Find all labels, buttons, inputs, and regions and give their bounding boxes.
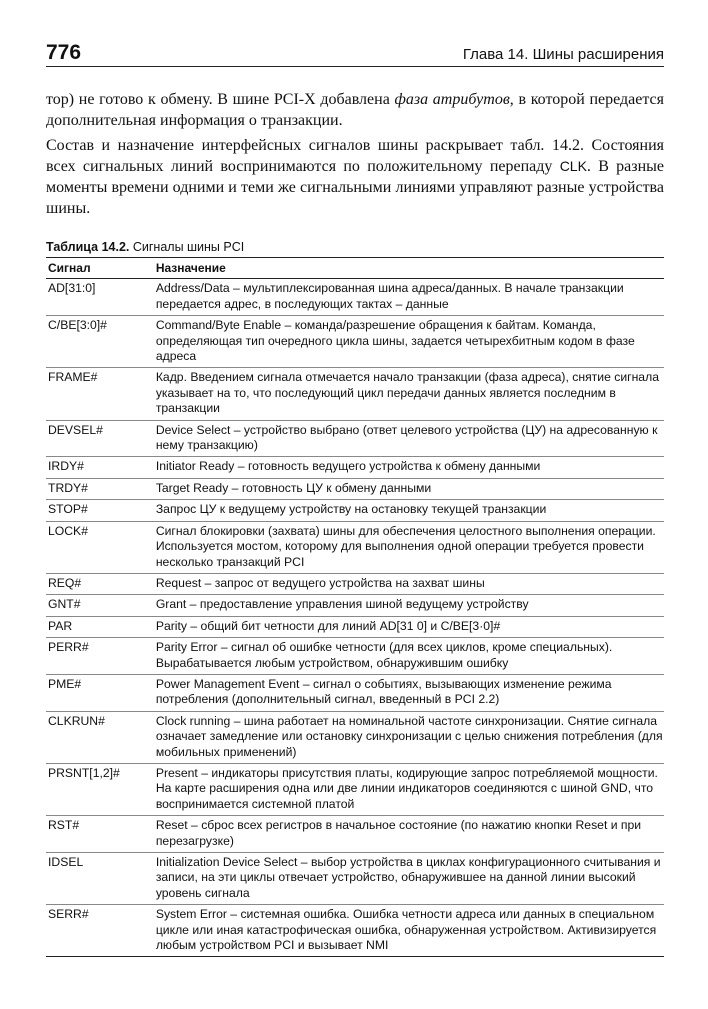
page-number: 776 (46, 41, 82, 64)
table-row (46, 853, 664, 905)
table-row (46, 638, 664, 675)
table-row (46, 316, 664, 368)
signal-description-cell: Power Management Event – сигнал о событиях, вызывающих изменение режима потребления (дополнительный сигнал, введенный в PCI 2.2) (155, 676, 612, 707)
signal-name-cell: GNT# (48, 597, 81, 612)
table-row (46, 763, 664, 815)
table-row (46, 595, 664, 616)
signal-name-cell: RST# (48, 818, 80, 833)
signal-name-cell: PME# (48, 676, 82, 691)
signal-name-cell: PERR# (48, 640, 89, 655)
table-row (46, 368, 664, 420)
signal-name-cell: STOP# (48, 502, 88, 517)
signal-name-cell: FRAME# (48, 370, 98, 385)
p2-clk-signal: CLK (559, 158, 587, 174)
signal-description-cell: Device Select – устройство выбрано (ответ целевого устройства (ЦУ) на адресованную к нему транзакцию) (155, 422, 658, 453)
signal-description-cell: Request – запрос от ведущего устройства на захват шины (155, 575, 485, 590)
table-header-row (46, 258, 664, 279)
signal-description-cell: Clock running – шина работает на номинальной частоте синхронизации. Снятие сигнала означает замедление или остановку синхронизации с целью снижения потребления (для мобильных применений) (155, 713, 663, 759)
book-page (46, 36, 664, 957)
table-caption-text: Сигналы шины PCI (129, 240, 245, 254)
table-caption-label: Таблица 14.2. (46, 240, 130, 254)
signal-description-cell: Кадр. Введением сигнала отмечается начало транзакции (фаза адреса), снятие сигнала указывает на то, что последующий цикл передачи данных является последним в транзакции (155, 370, 659, 416)
table-row (46, 616, 664, 637)
signal-name-cell: AD[31:0] (48, 281, 96, 296)
signal-name-cell: C/BE[3:0]# (48, 318, 107, 333)
paragraph-1 (46, 89, 664, 131)
signals-table (46, 257, 664, 957)
table-row (46, 674, 664, 711)
signal-description-cell: Present – индикаторы присутствия платы, кодирующие запрос потребляемой мощности. На карте расширения одна или две линии индикаторов соединяются с шиной GND, что воспринимается системной платой (155, 765, 658, 811)
signal-description-cell: Initiator Ready – готовность ведущего устройства к обмену данными (155, 459, 541, 474)
signal-name-cell: PAR (48, 618, 73, 633)
signal-description-cell: System Error – системная ошибка. Ошибка четности адреса или данных в специальном цикле или иная катастрофическая ошибка, обнаруженная устройством. Активизируется любым устройством PCI и вызывает NMI (155, 907, 657, 953)
signal-description-cell: Target Ready – готовность ЦУ к обмену данными (155, 480, 432, 495)
table-row (46, 905, 664, 957)
column-header-purpose: Назначение (155, 261, 226, 275)
signal-name-cell: LOCK# (48, 523, 88, 538)
signal-description-cell: Сигнал блокировки (захвата) шины для обеспечения целостного выполнения операции. Используется мостом, которому для выполнения одной операции требуется провести несколько транзакций PCI (155, 523, 656, 569)
table-row (46, 816, 664, 853)
table-row (46, 279, 664, 316)
signal-name-cell: TRDY# (48, 480, 88, 495)
p2-text-b: . В разные моменты времени одними и теми же сигнальными линиями управляют разные устройства шины. (46, 158, 665, 217)
signal-description-cell: Parity – общий бит четности для линий AD[31 0] и C/BE[3·0]# (155, 618, 501, 633)
signal-description-cell: Command/Byte Enable – команда/разрешение обращения к байтам. Команда, определяющая тип очередного цикла шины, задается четырехбитным кодом в фазе адреса (155, 318, 635, 364)
signal-description-cell: Parity Error – сигнал об ошибке четности (для всех циклов, кроме специальных). Вырабатывается любым устройством, обнаружившим ошибку (155, 640, 613, 670)
table-row (46, 500, 664, 521)
p2-text-a: Состав и назначение интерфейсных сигналов шины раскрывает табл. 14.2. Состояния всех сигнальных линий воспринимаются по положительному перепаду (46, 137, 664, 175)
signal-name-cell: IRDY# (48, 459, 84, 474)
paragraph-2 (46, 135, 664, 219)
signal-description-cell: Запрос ЦУ к ведущему устройству на остановку текущей транзакции (155, 502, 547, 517)
table-row (46, 521, 664, 573)
signal-name-cell: PRSNT[1,2]# (48, 765, 120, 780)
table-row (46, 478, 664, 499)
signal-description-cell: Reset – сброс всех регистров в начальное состояние (по нажатию кнопки Reset и при перезагрузке) (155, 818, 642, 848)
signal-description-cell: Grant – предоставление управления шиной ведущему устройству (155, 597, 529, 612)
table-caption (46, 239, 664, 255)
p1-text-a: тор) не готово к обмену. В шине PCI-X добавлена (46, 91, 395, 108)
table-row (46, 711, 664, 763)
p1-text-b: , в которой передается дополнительная информация о транзакции. (46, 91, 665, 129)
signal-description-cell: Address/Data – мультиплексированная шина адреса/данных. В начале транзакции передается адрес, в последующих тактах – данные (155, 281, 624, 311)
table-row (46, 420, 664, 457)
signal-name-cell: DEVSEL# (48, 422, 103, 437)
running-header (46, 36, 664, 67)
signal-name-cell: REQ# (48, 575, 82, 590)
signal-description-cell: Initialization Device Select – выбор устройства в циклах конфигурационного считывания и записи, на эти циклы отвечает устройство, обнаружившее на данной линии высокий уровень сигнала (155, 855, 661, 900)
signal-name-cell: SERR# (48, 907, 89, 922)
signal-name-cell: CLKRUN# (48, 713, 105, 728)
table-row (46, 573, 664, 594)
signal-name-cell: IDSEL (48, 855, 84, 869)
chapter-title: Глава 14. Шины расширения (462, 46, 664, 63)
column-header-signal: Сигнал (48, 261, 91, 275)
table-row (46, 457, 664, 478)
p1-italic-term: фаза атрибутов (394, 91, 510, 108)
